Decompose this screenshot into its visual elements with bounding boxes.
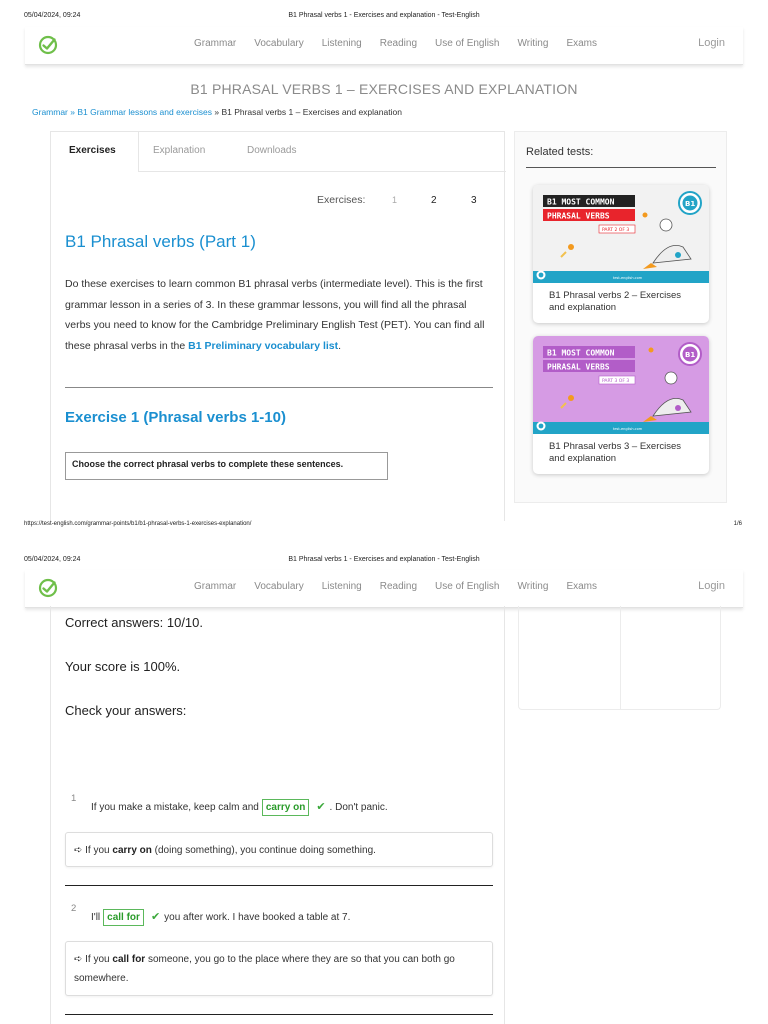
question-sentence xyxy=(91,799,388,816)
nav-use-of-english[interactable]: Use of English xyxy=(435,38,500,49)
related-test-caption-3[interactable]: B1 Phrasal verbs 3 – Exercises and explanation xyxy=(549,441,682,464)
print-doc-title: B1 Phrasal verbs 1 - Exercises and explanation - Test-English xyxy=(288,556,480,563)
print-header xyxy=(0,0,768,19)
nav-reading[interactable]: Reading xyxy=(379,38,418,49)
page-title: B1 PHRASAL VERBS 1 – EXERCISES AND EXPLANATION xyxy=(190,81,578,97)
nav-grammar[interactable]: Grammar xyxy=(194,38,237,49)
vocabulary-list-link[interactable]: B1 Preliminary vocabulary list xyxy=(188,339,339,352)
breadcrumb-grammar-link[interactable]: Grammar xyxy=(32,107,68,117)
explanation-phrasal-verb: call for xyxy=(112,954,146,965)
nav-menu xyxy=(185,581,606,592)
nav-listening[interactable]: Listening xyxy=(321,581,362,592)
thumb-line2: PHRASAL VERBS xyxy=(547,211,610,221)
breadcrumb-current: B1 Phrasal verbs 1 – Exercises and explanation xyxy=(221,107,402,117)
thumb-site: test-english.com xyxy=(613,427,643,431)
breadcrumb xyxy=(32,107,402,117)
related-tests-sidebar xyxy=(514,131,727,503)
question-sentence xyxy=(91,909,350,926)
explanation-box xyxy=(65,941,493,996)
print-url: https://test-english.com/grammar-points/b1/b1-phrasal-verbs-1-exercises-explanation/ xyxy=(24,521,252,527)
question-number: 2 xyxy=(71,903,77,914)
breadcrumb-separator: » xyxy=(211,107,222,117)
sidebar-continuation xyxy=(518,606,721,710)
login-link[interactable]: Login xyxy=(698,580,725,592)
breadcrumb-b1-lessons-link[interactable]: B1 Grammar lessons and exercises xyxy=(77,107,212,117)
nav-exams[interactable]: Exams xyxy=(566,581,597,592)
login-link[interactable]: Login xyxy=(698,37,725,49)
thumb-badge: B1 xyxy=(685,351,696,359)
print-datetime: 05/04/2024, 09:24 xyxy=(24,12,81,19)
site-logo-check-icon[interactable] xyxy=(38,35,58,55)
answer-box[interactable]: call for xyxy=(103,909,144,926)
nav-grammar[interactable]: Grammar xyxy=(194,581,237,592)
results-section xyxy=(50,606,505,1024)
correct-check-icon: ✔ xyxy=(316,801,326,813)
print-datetime: 05/04/2024, 09:24 xyxy=(24,556,81,563)
breadcrumb-separator: » xyxy=(67,107,78,117)
thumb-line2: PHRASAL VERBS xyxy=(547,362,610,372)
sidebar-divider xyxy=(526,167,716,168)
nav-writing[interactable]: Writing xyxy=(517,38,549,49)
question-text-before: If you make a mistake, keep calm and xyxy=(91,802,259,813)
thumb-site: test-english.com xyxy=(613,276,643,280)
tab-downloads[interactable]: Downloads xyxy=(247,145,297,156)
exercise-page-2[interactable]: 2 xyxy=(431,195,437,206)
explanation-box xyxy=(65,832,493,867)
exercise-page-3[interactable]: 3 xyxy=(471,195,477,206)
nav-menu xyxy=(185,38,606,49)
score-text: Your score is 100%. xyxy=(65,659,181,674)
print-doc-title: B1 Phrasal verbs 1 - Exercises and explanation - Test-English xyxy=(288,12,480,19)
top-navbar xyxy=(25,570,743,608)
thumb-part: PART 2 OF 3 xyxy=(602,228,630,233)
nav-use-of-english[interactable]: Use of English xyxy=(435,581,500,592)
site-logo-check-icon[interactable] xyxy=(38,578,58,598)
nav-vocabulary[interactable]: Vocabulary xyxy=(254,38,304,49)
lesson-heading: B1 Phrasal verbs (Part 1) xyxy=(65,232,256,251)
exercise-page-1[interactable]: 1 xyxy=(392,195,398,205)
question-divider xyxy=(65,885,493,886)
exercise-instruction: Choose the correct phrasal verbs to complete these sentences. xyxy=(65,452,388,480)
exercises-pager-label: Exercises: xyxy=(317,194,366,206)
question-text-after: . Don't panic. xyxy=(329,802,388,813)
print-page-number: 1/6 xyxy=(733,521,742,527)
explanation-text: (doing something), you continue doing something. xyxy=(151,845,376,856)
nav-reading[interactable]: Reading xyxy=(379,581,418,592)
question-divider xyxy=(65,1014,493,1015)
question-text-after: you after work. I have booked a table at 7. xyxy=(164,912,351,923)
question-text-before: I'll xyxy=(91,912,101,923)
phrasal-verbs-3-thumbnail xyxy=(533,336,709,434)
nav-vocabulary[interactable]: Vocabulary xyxy=(254,581,304,592)
explanation-prefix: ➪ If you xyxy=(74,954,113,965)
nav-exams[interactable]: Exams xyxy=(566,38,597,49)
print-header xyxy=(0,544,768,563)
tab-bar xyxy=(51,132,506,172)
question-number: 1 xyxy=(71,793,77,804)
thumb-part: PART 3 OF 3 xyxy=(602,379,630,384)
tab-exercises[interactable]: Exercises xyxy=(69,145,116,156)
intro-paragraph xyxy=(65,274,493,356)
correct-answers-text: Correct answers: 10/10. xyxy=(65,615,204,630)
explanation-text: someone, you go to the place where they are so that you can both go somewhere. xyxy=(74,954,455,984)
check-answers-text: Check your answers: xyxy=(65,703,187,718)
top-navbar xyxy=(25,27,743,65)
related-test-caption-2[interactable]: B1 Phrasal verbs 2 – Exercises and explanation xyxy=(549,290,682,313)
related-test-card-3[interactable] xyxy=(533,336,709,474)
explanation-prefix: ➪ If you xyxy=(74,845,113,856)
sidebar-column-divider xyxy=(620,606,621,710)
nav-listening[interactable]: Listening xyxy=(321,38,362,49)
main-content-box xyxy=(50,131,505,521)
phrasal-verbs-2-thumbnail xyxy=(533,185,709,283)
correct-check-icon: ✔ xyxy=(150,911,161,923)
answer-box[interactable]: carry on xyxy=(262,799,309,816)
exercises-pager xyxy=(317,194,477,206)
thumb-badge: B1 xyxy=(685,200,696,208)
nav-writing[interactable]: Writing xyxy=(517,581,549,592)
intro-end: . xyxy=(338,339,342,352)
explanation-phrasal-verb: carry on xyxy=(112,845,152,856)
related-tests-title: Related tests: xyxy=(526,146,594,158)
exercise-heading: Exercise 1 (Phrasal verbs 1-10) xyxy=(65,409,286,426)
divider xyxy=(65,387,493,388)
intro-text: Do these exercises to learn common B1 phrasal verbs (intermediate level). This is the first grammar lesson in a series of 3. In these grammar lessons, you will find all the phrasal verbs you need to know for the Cambridge Preliminary English Test (PET). You can find all these phrasal verbs in the xyxy=(65,278,485,352)
thumb-line1: B1 MOST COMMON xyxy=(547,348,615,358)
thumb-line1: B1 MOST COMMON xyxy=(547,197,615,207)
tab-explanation[interactable]: Explanation xyxy=(153,145,206,156)
related-test-card-2[interactable] xyxy=(533,185,709,323)
